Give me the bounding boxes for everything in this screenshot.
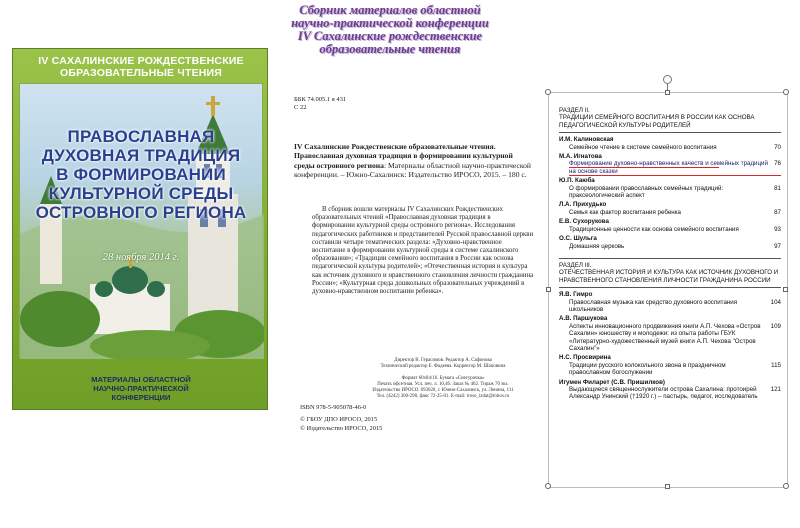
entry-title: Традиции русского колокольного звона в праздничном православном богослужении bbox=[569, 361, 726, 377]
section-divider bbox=[559, 258, 781, 259]
table-of-contents bbox=[559, 107, 781, 483]
bibliographic-description bbox=[294, 142, 534, 179]
book-cover bbox=[12, 48, 268, 410]
cover-date: 28 ноября 2014 г. bbox=[102, 252, 180, 263]
cover-series-title bbox=[13, 55, 268, 79]
entry-page: 76 bbox=[774, 160, 781, 168]
entry-page: 115 bbox=[771, 361, 781, 369]
resize-handle-left[interactable] bbox=[546, 287, 551, 292]
section-3-label: РАЗДЕЛ III. bbox=[559, 261, 592, 269]
copyright-block bbox=[300, 404, 382, 433]
entry-title: Домашняя церковь bbox=[569, 242, 625, 250]
toc-entry bbox=[559, 136, 781, 151]
imprint-line-5: Издательство ИРОСО. 693020, г. Южно-Сахалинск, ул. Ленина, 111 bbox=[372, 388, 514, 394]
entry-author: Я.В. Гимро bbox=[559, 291, 593, 299]
isbn: ISBN 978-5-905078-46-0 bbox=[300, 404, 367, 411]
bbk-line-2: С 22 bbox=[294, 104, 307, 111]
toc-entry bbox=[559, 379, 781, 401]
cover-bottom-line-3: КОНФЕРЕНЦИИ bbox=[111, 393, 171, 402]
entry-author: Игумен Филарет (С.В. Пришилков) bbox=[559, 378, 665, 386]
entry-page: 93 bbox=[774, 225, 781, 233]
entry-page: 87 bbox=[774, 208, 781, 216]
entry-page: 121 bbox=[770, 386, 781, 393]
entry-page: 81 bbox=[774, 184, 781, 192]
entry-page: 97 bbox=[774, 242, 781, 250]
cover-publication-type bbox=[13, 375, 268, 402]
resize-handle-top-left[interactable] bbox=[545, 89, 551, 95]
entry-title: Формирование духовно-нравственных качеств и семейных традиций на основе сказки bbox=[569, 160, 768, 175]
entry-page: 109 bbox=[770, 322, 781, 330]
cover-title-line-3: В ФОРМИРОВАНИИ bbox=[56, 165, 226, 184]
resize-handle-bottom-left[interactable] bbox=[545, 483, 551, 489]
resize-handle-top[interactable] bbox=[665, 90, 670, 95]
cover-series-line-2: ОБРАЗОВАТЕЛЬНЫЕ ЧТЕНИЯ bbox=[59, 67, 223, 79]
entry-title: Традиционные ценности как основа семейного воспитания bbox=[569, 225, 739, 233]
resize-handle-right[interactable] bbox=[783, 287, 788, 292]
section-3-title: ОТЕЧЕСТВЕННАЯ ИСТОРИЯ И КУЛЬТУРА КАК ИСТОЧНИК ДУХОВНОГО И НРАВСТВЕННОГО СТАНОВЛЕНИЯ ЛИЧНОСТИ ГРАЖДАНИНА РОССИИ bbox=[559, 269, 779, 284]
entry-title: Православная музыка как средство духовного воспитания школьников bbox=[569, 298, 738, 313]
entry-page: 70 bbox=[774, 143, 781, 151]
rotate-handle[interactable] bbox=[663, 75, 672, 84]
collection-banner bbox=[150, 3, 630, 56]
entry-author: Е.В. Сухорукова bbox=[559, 218, 609, 226]
banner-line-1: Сборник материалов областной bbox=[299, 3, 481, 17]
banner-line-4: образовательные чтения bbox=[319, 42, 461, 56]
cover-title-line-5: ОСТРОВНОГО РЕГИОНА bbox=[35, 203, 247, 222]
imprint-line-4: Печать офсетная. Усл. печ. л. 10,46. Заказ № 462. Тираж 70 экз. bbox=[377, 381, 509, 387]
entry-author: А.В. Паршукова bbox=[559, 315, 608, 323]
banner-line-2: научно-практической конференции bbox=[291, 16, 489, 30]
toc-entry bbox=[559, 315, 781, 352]
imprint-line-3: Формат 60х84/16. Бумага «Снегурочка» bbox=[401, 375, 485, 381]
imprint-line-6: Тел. (4242) 300-298, факс 72-25-01. E-mail: iroso_izdat@inbox.ru bbox=[376, 394, 510, 400]
resize-handle-bottom-right[interactable] bbox=[783, 483, 789, 489]
toc-entry bbox=[559, 218, 781, 233]
entry-page: 104 bbox=[770, 298, 781, 306]
toc-entry-highlighted bbox=[559, 153, 781, 175]
cover-bottom-line-2: НАУЧНО-ПРАКТИЧЕСКОЙ bbox=[93, 384, 189, 393]
description-title: IV Сахалинские Рождественские образовательные чтения. Православная духовная традиция в формировании культурной среды островного региона bbox=[294, 142, 513, 170]
imprint-line-1: Директор В. Герасимов. Редактор А. Сафонова bbox=[394, 358, 492, 363]
entry-title: Семейное чтение в системе семейного воспитания bbox=[569, 143, 717, 151]
red-underline-2 bbox=[569, 175, 781, 176]
section-divider bbox=[559, 287, 781, 288]
entry-title: Семья как фактор воспитания ребенка bbox=[569, 208, 681, 216]
banner-line-3: IV Сахалинские рождественские bbox=[297, 29, 483, 43]
entry-author: М.А. Игнатова bbox=[559, 153, 602, 161]
abstract-text: В сборник вошли материалы IV Сахалинских Рождественских образовательных чтений «Православная духовная традиция в формировании культурной среды островного региона». Исследования педагогических работников и представителей Русской православной церкви составили четыре тематических раздела: «Духовно-нравственное воспитание в формировании культурной среды в системе сахалинского образования»; «Традиции семейного воспитания в России как основа педагогической культуры родителей»; «Отечественная история и культура как источник духовного и нравственного становления личности гражданина России»; «Культурная среда дошкольных образовательных учреждений в духовно-нравственном воспитании ребенка». bbox=[312, 206, 534, 296]
entry-author: Ю.П. Каюба bbox=[559, 177, 595, 185]
description-rest: : Материалы областной научно-практической конференции. – Южно-Сахалинск: Издательство ИРОСО, 2015. – 180 с. bbox=[294, 160, 531, 179]
cover-title-line-4: КУЛЬТУРНОЙ СРЕДЫ bbox=[48, 184, 234, 203]
section-2-label: РАЗДЕЛ II. bbox=[559, 107, 590, 114]
imprint-page bbox=[282, 96, 542, 466]
copyright-line-1: © ГБОУ ДПО ИРОСО, 2015 bbox=[300, 416, 378, 424]
cover-main-title bbox=[13, 127, 268, 222]
toc-entry bbox=[559, 235, 781, 250]
section-2-title: ТРАДИЦИИ СЕМЕЙНОГО ВОСПИТАНИЯ В РОССИИ КАК ОСНОВА ПЕДАГОГИЧЕСКОЙ КУЛЬТУРЫ РОДИТЕЛЕЙ bbox=[559, 114, 755, 129]
resize-handle-top-right[interactable] bbox=[783, 89, 789, 95]
cover-title-line-2: ДУХОВНАЯ ТРАДИЦИЯ bbox=[41, 146, 241, 165]
cover-series-line-1: IV САХАЛИНСКИЕ РОЖДЕСТВЕНСКИЕ bbox=[38, 55, 244, 67]
toc-entry bbox=[559, 177, 781, 199]
copyright-line-2: © Издательство ИРОСО, 2015 bbox=[300, 424, 383, 432]
bbk-code bbox=[294, 96, 346, 112]
toc-entry bbox=[559, 291, 781, 313]
entry-title: О формировании православных семейных традиций: праксеологический аспект bbox=[569, 184, 724, 200]
entry-title: Выдающиеся священнослужители острова Сахалина: протоирей Александр Унинский (†1920 г.) – пастырь, педагог, исследователь bbox=[569, 386, 758, 401]
toc-entry bbox=[559, 354, 781, 376]
section-divider bbox=[559, 132, 781, 133]
red-underline-1 bbox=[569, 167, 719, 168]
entry-author: О.С. Шульга bbox=[559, 235, 597, 243]
cover-bottom-line-1: МАТЕРИАЛЫ ОБЛАСТНОЙ bbox=[91, 375, 191, 384]
cover-title-line-1: ПРАВОСЛАВНАЯ bbox=[67, 127, 215, 146]
contents-page[interactable] bbox=[548, 92, 788, 488]
imprint-line-2: Технический редактор Е. Фадеева. Корректор М. Шаповина bbox=[380, 364, 506, 370]
bbk-line-1: ББК 74.005.1 я 431 bbox=[294, 96, 347, 103]
entry-author: И.М. Калиновская bbox=[559, 136, 614, 144]
resize-handle-bottom[interactable] bbox=[665, 484, 670, 489]
entry-title: Аспекты инновационного продвижения книги А.П. Чехова «Остров Сахалин» юношеству и молодежи: из опыта работы ГБУК «Литературно-художественный музей книги А.П. Чехова "Остров Сахалин"» bbox=[569, 322, 761, 352]
toc-entry bbox=[559, 201, 781, 216]
entry-author: Л.А. Прихудько bbox=[559, 201, 607, 209]
entry-author: Н.С. Просвирина bbox=[559, 354, 611, 362]
imprint-details bbox=[348, 358, 538, 401]
